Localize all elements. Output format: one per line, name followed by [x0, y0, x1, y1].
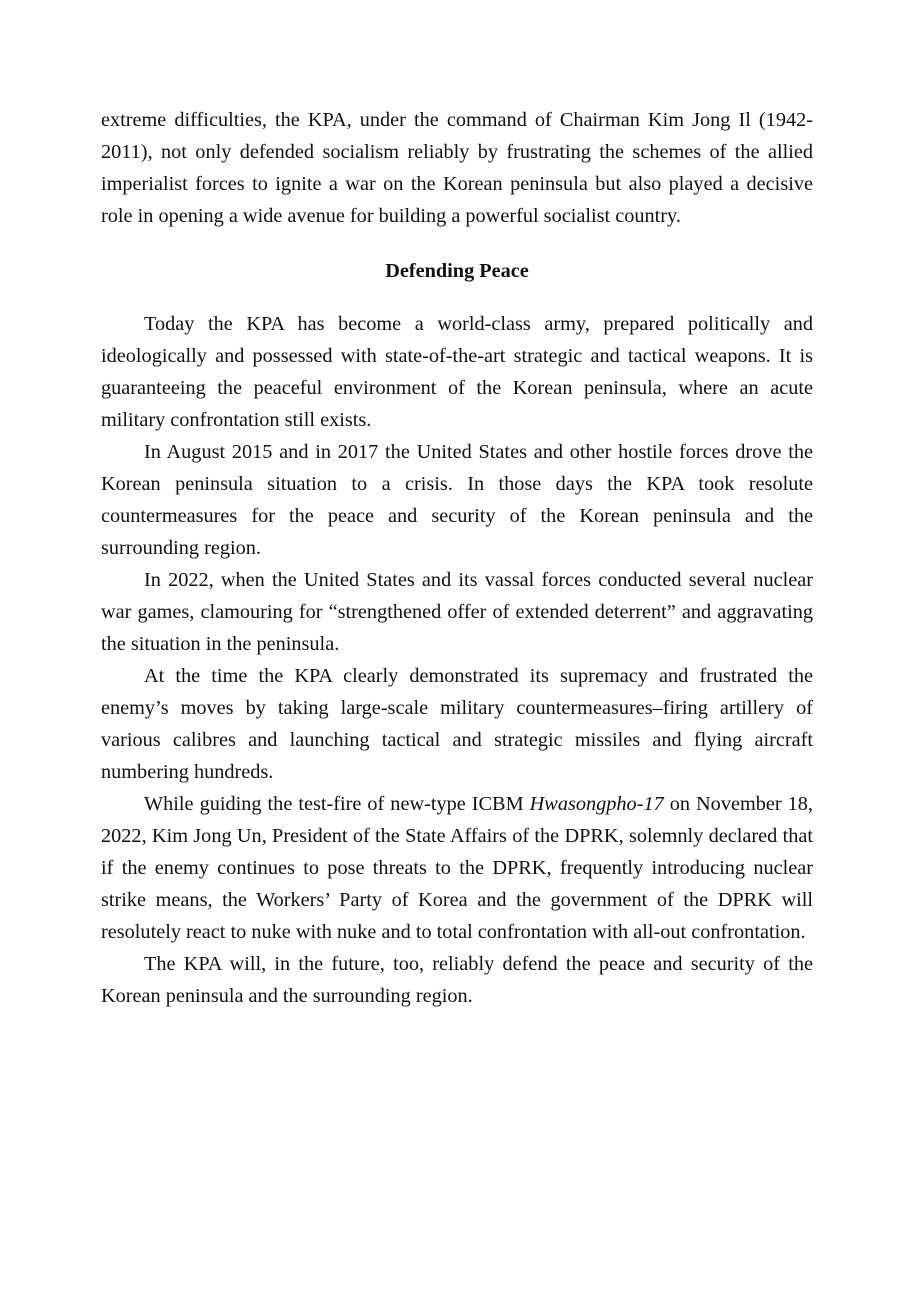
paragraph-icbm-test-fire: [101, 788, 813, 948]
document-page: [101, 104, 813, 1012]
paragraph-2022-war-games: In 2022, when the United States and its vassal forces conducted several nuclear war games, clamouring for “strengthened offer of extended deterrent” and aggravating the situation in the peninsula.: [101, 569, 813, 655]
paragraph-countermeasures: At the time the KPA clearly demonstrated its supremacy and frustrated the enemy’s moves by taking large-scale military countermeasures–firing artillery of various calibres and launching tactical and strategic missiles and flying aircraft numbering hundreds.: [101, 665, 813, 783]
icbm-text-before: While guiding the test-fire of new-type ICBM: [144, 793, 530, 815]
closing-paragraph: The KPA will, in the future, too, reliably defend the peace and security of the Korean peninsula and the surrounding region.: [101, 953, 813, 1007]
section-heading: Defending Peace: [385, 260, 529, 282]
icbm-text-after: on November 18, 2022, Kim Jong Un, President of the State Affairs of the DPRK, solemnly declared that if the enemy continues to pose threats to the DPRK, frequently introducing nuclear strike means, the Workers’ Party of Korea and the government of the DPRK will resolutely react to nuke with nuke and to total confrontation with all-out confrontation.: [101, 793, 813, 943]
paragraph-world-class-army: Today the KPA has become a world-class army, prepared politically and ideologically and possessed with state-of-the-art strategic and tactical weapons. It is guaranteeing the peaceful environment of the Korean peninsula, where an acute military confrontation still exists.: [101, 313, 813, 431]
paragraph-2015-2017-crisis: In August 2015 and in 2017 the United States and other hostile forces drove the Korean peninsula situation to a crisis. In those days the KPA took resolute countermeasures for the peace and security of the Korean peninsula and the surrounding region.: [101, 441, 813, 559]
missile-name-italic: Hwasongpho-17: [529, 793, 664, 815]
intro-paragraph: extreme difficulties, the KPA, under the command of Chairman Kim Jong Il (1942-2011), not only defended socialism reliably by frustrating the schemes of the allied imperialist forces to ignite a war on the Korean peninsula but also played a decisive role in opening a wide avenue for building a powerful socialist country.: [101, 109, 813, 227]
